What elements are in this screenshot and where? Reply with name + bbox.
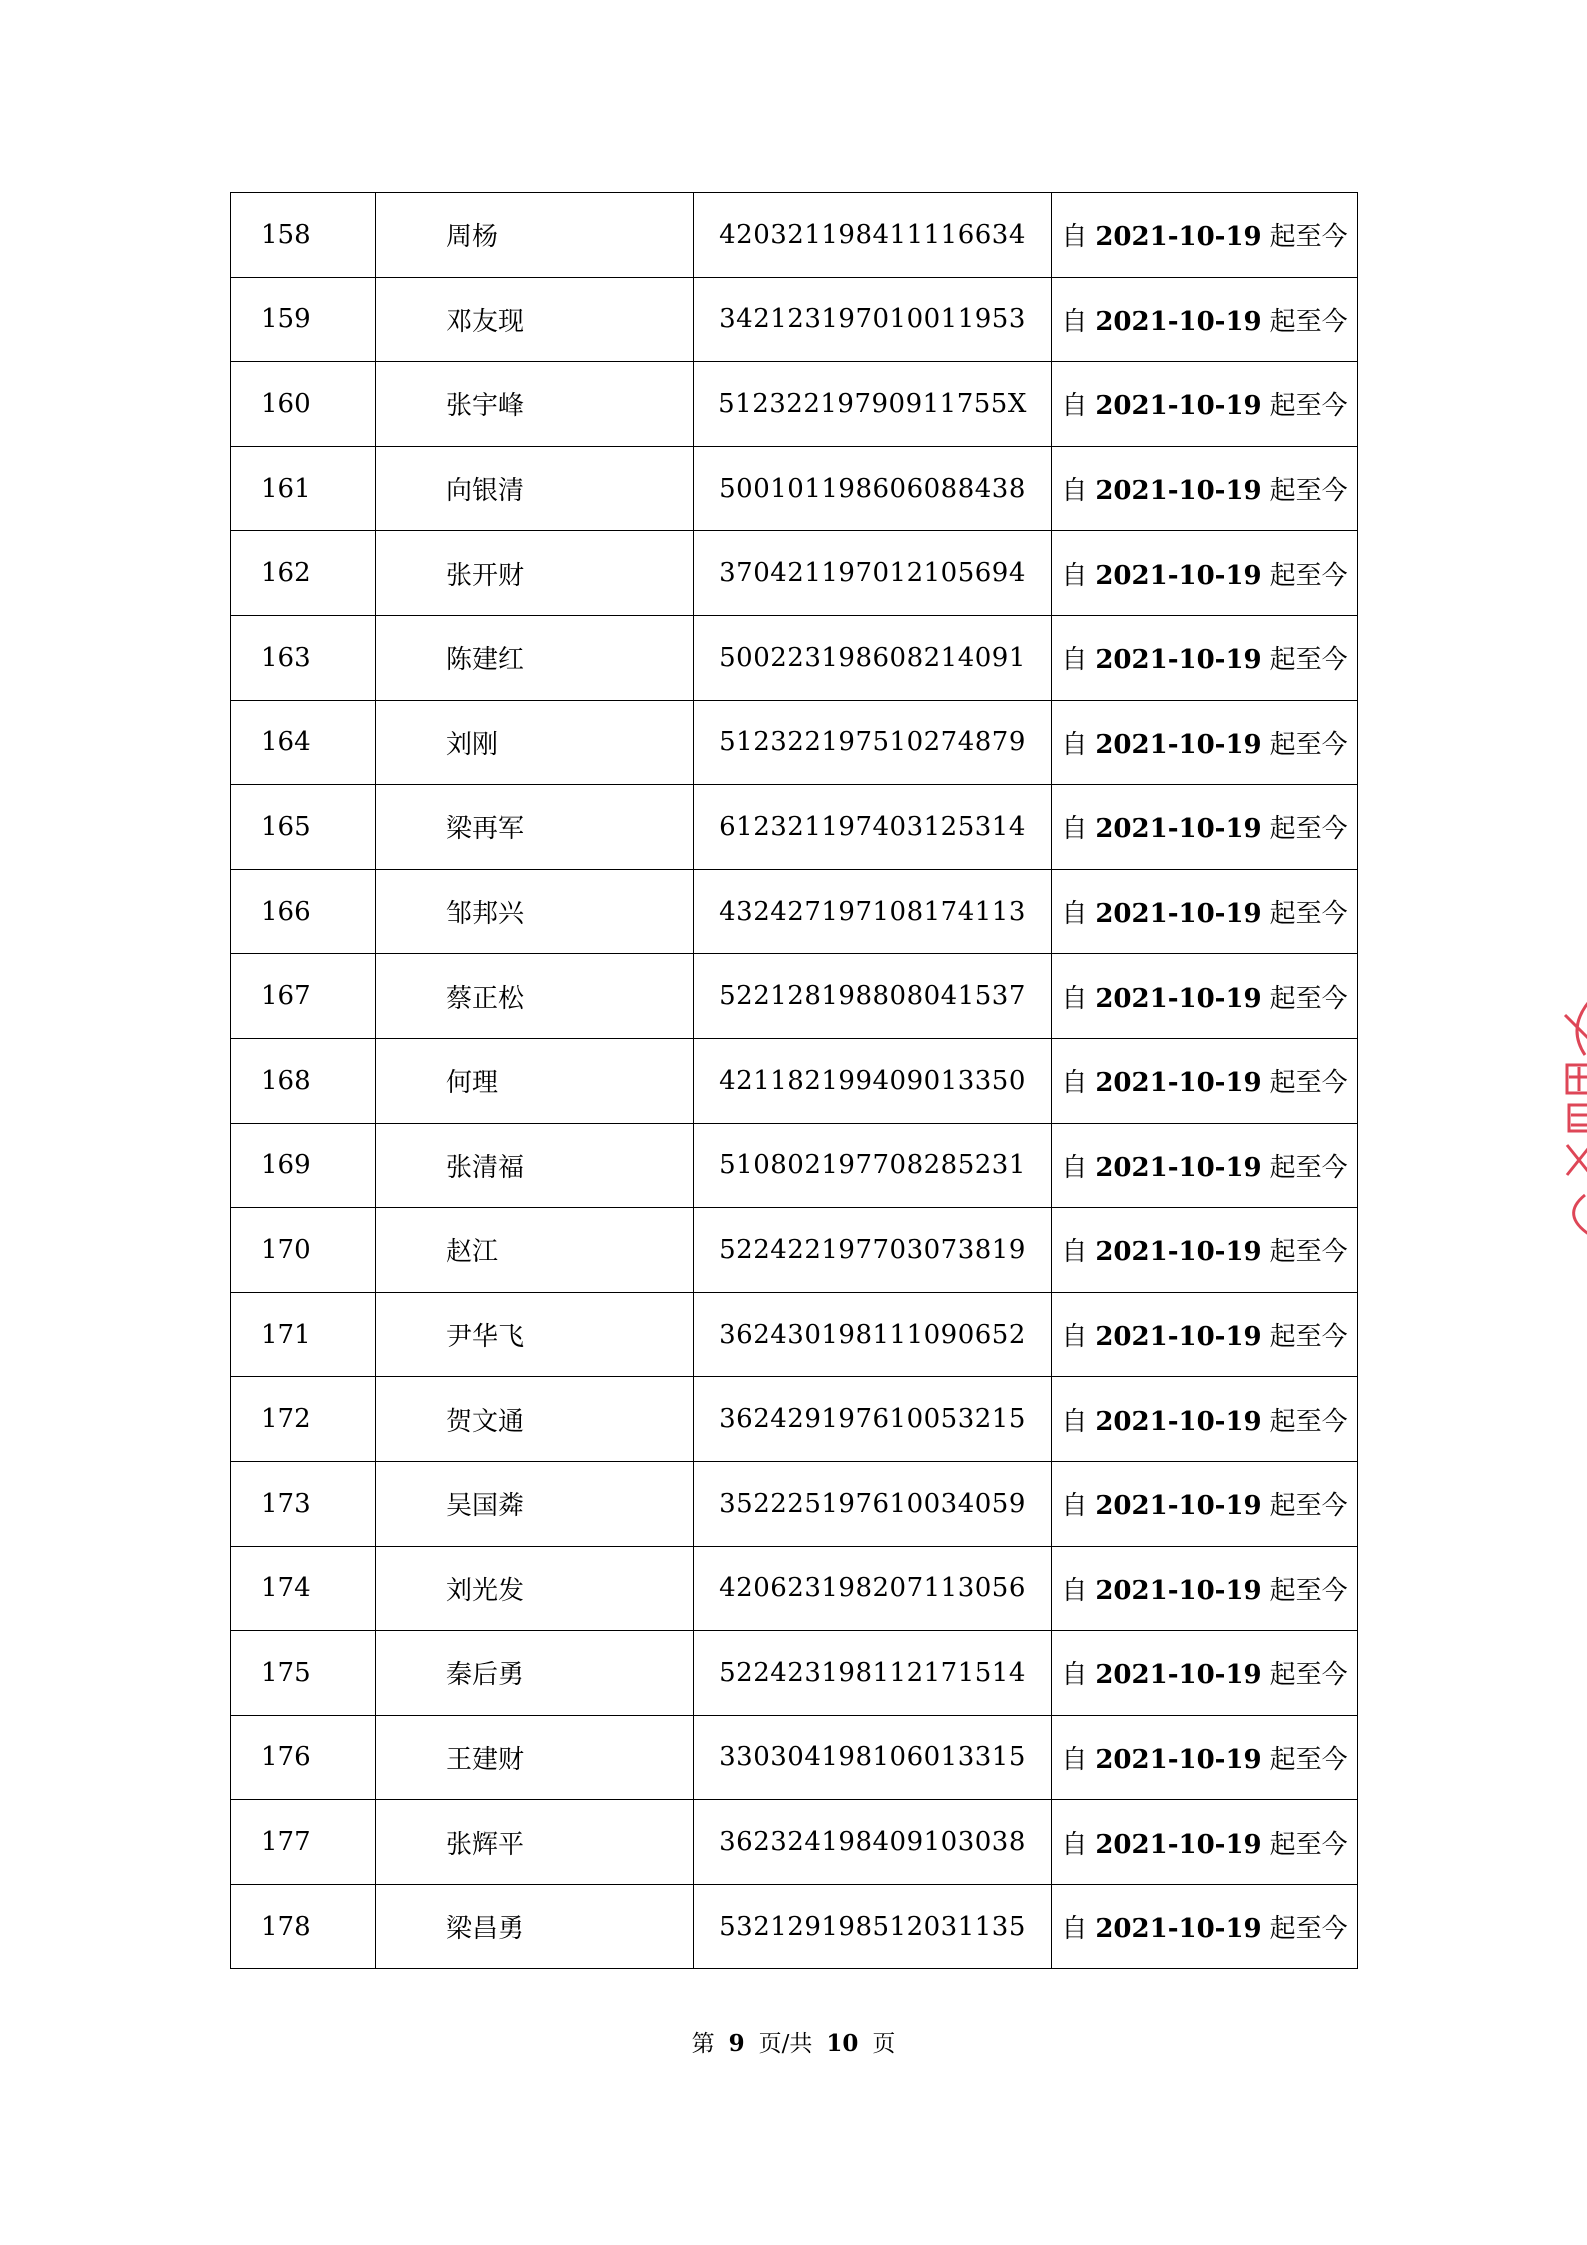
id-number: 512322197510274879	[694, 700, 1052, 785]
table-row	[231, 1208, 1358, 1293]
validity-prefix: 自	[1061, 306, 1088, 337]
validity-suffix: 起至今	[1269, 645, 1348, 676]
validity-period	[1052, 1377, 1358, 1462]
roster-table	[230, 192, 1358, 1969]
row-number: 169	[231, 1123, 376, 1208]
id-number: 500223198608214091	[694, 615, 1052, 700]
validity-suffix: 起至今	[1269, 560, 1348, 591]
validity-prefix: 自	[1061, 1575, 1088, 1606]
validity-prefix: 自	[1061, 1237, 1088, 1268]
row-number: 167	[231, 954, 376, 1039]
id-number: 612321197403125314	[694, 785, 1052, 870]
row-number: 173	[231, 1461, 376, 1546]
id-number: 51232219790911755X	[694, 362, 1052, 447]
validity-date: 2021-10-19	[1095, 1660, 1262, 1691]
validity-date: 2021-10-19	[1095, 729, 1262, 760]
table-row	[231, 446, 1358, 531]
table-row	[231, 1631, 1358, 1716]
table-row	[231, 1377, 1358, 1462]
validity-prefix: 自	[1061, 391, 1088, 422]
validity-date: 2021-10-19	[1095, 814, 1262, 845]
validity-suffix: 起至今	[1269, 1744, 1348, 1775]
person-name: 尹华飞	[376, 1292, 694, 1377]
total-page-number: 10	[826, 2030, 859, 2057]
validity-date: 2021-10-19	[1095, 899, 1262, 930]
validity-date: 2021-10-19	[1095, 1829, 1262, 1860]
row-number: 166	[231, 869, 376, 954]
person-name: 陈建红	[376, 615, 694, 700]
validity-prefix: 自	[1061, 729, 1088, 760]
validity-period	[1052, 1208, 1358, 1293]
table-row	[231, 785, 1358, 870]
row-number: 174	[231, 1546, 376, 1631]
id-number: 510802197708285231	[694, 1123, 1052, 1208]
row-number: 161	[231, 446, 376, 531]
id-number: 532129198512031135	[694, 1884, 1052, 1969]
validity-date: 2021-10-19	[1095, 645, 1262, 676]
validity-period	[1052, 1461, 1358, 1546]
validity-suffix: 起至今	[1269, 391, 1348, 422]
validity-prefix: 自	[1061, 1406, 1088, 1437]
row-number: 160	[231, 362, 376, 447]
person-name: 蔡正松	[376, 954, 694, 1039]
validity-suffix: 起至今	[1269, 1660, 1348, 1691]
person-name: 赵江	[376, 1208, 694, 1293]
validity-prefix: 自	[1061, 1152, 1088, 1183]
current-page-number: 9	[728, 2030, 745, 2057]
person-name: 张开财	[376, 531, 694, 616]
validity-prefix: 自	[1061, 1914, 1088, 1945]
validity-date: 2021-10-19	[1095, 306, 1262, 337]
validity-prefix: 自	[1061, 476, 1088, 507]
validity-period	[1052, 700, 1358, 785]
validity-date: 2021-10-19	[1095, 1152, 1262, 1183]
validity-suffix: 起至今	[1269, 222, 1348, 253]
validity-prefix: 自	[1061, 1744, 1088, 1775]
page-footer	[0, 2025, 1587, 2058]
validity-suffix: 起至今	[1269, 1152, 1348, 1183]
id-number: 420623198207113056	[694, 1546, 1052, 1631]
row-number: 171	[231, 1292, 376, 1377]
validity-period	[1052, 446, 1358, 531]
row-number: 165	[231, 785, 376, 870]
validity-date: 2021-10-19	[1095, 983, 1262, 1014]
validity-period	[1052, 785, 1358, 870]
validity-suffix: 起至今	[1269, 1914, 1348, 1945]
table-row	[231, 1123, 1358, 1208]
validity-prefix: 自	[1061, 1322, 1088, 1353]
row-number: 159	[231, 277, 376, 362]
row-number: 158	[231, 193, 376, 278]
validity-suffix: 起至今	[1269, 1829, 1348, 1860]
footer-middle: 页/共	[758, 2031, 813, 2057]
validity-period	[1052, 1884, 1358, 1969]
validity-date: 2021-10-19	[1095, 1406, 1262, 1437]
row-number: 176	[231, 1715, 376, 1800]
validity-date: 2021-10-19	[1095, 560, 1262, 591]
person-name: 梁昌勇	[376, 1884, 694, 1969]
person-name: 刘刚	[376, 700, 694, 785]
table-row	[231, 1715, 1358, 1800]
person-name: 向银清	[376, 446, 694, 531]
table-row	[231, 615, 1358, 700]
table-row	[231, 1546, 1358, 1631]
person-name: 张清福	[376, 1123, 694, 1208]
person-name: 秦后勇	[376, 1631, 694, 1716]
validity-period	[1052, 954, 1358, 1039]
person-name: 张辉平	[376, 1800, 694, 1885]
validity-period	[1052, 1715, 1358, 1800]
validity-suffix: 起至今	[1269, 476, 1348, 507]
row-number: 172	[231, 1377, 376, 1462]
validity-period	[1052, 531, 1358, 616]
validity-prefix: 自	[1061, 222, 1088, 253]
table-row	[231, 193, 1358, 278]
validity-prefix: 自	[1061, 1660, 1088, 1691]
id-number: 500101198606088438	[694, 446, 1052, 531]
validity-period	[1052, 1800, 1358, 1885]
row-number: 168	[231, 1038, 376, 1123]
person-name: 吴国粦	[376, 1461, 694, 1546]
validity-period	[1052, 1546, 1358, 1631]
table-row	[231, 362, 1358, 447]
validity-prefix: 自	[1061, 983, 1088, 1014]
table-row	[231, 277, 1358, 362]
table-row	[231, 869, 1358, 954]
validity-suffix: 起至今	[1269, 814, 1348, 845]
validity-date: 2021-10-19	[1095, 1575, 1262, 1606]
row-number: 170	[231, 1208, 376, 1293]
validity-period	[1052, 869, 1358, 954]
validity-date: 2021-10-19	[1095, 1322, 1262, 1353]
id-number: 370421197012105694	[694, 531, 1052, 616]
table-row	[231, 954, 1358, 1039]
validity-date: 2021-10-19	[1095, 222, 1262, 253]
red-seal-stamp-edge	[1555, 985, 1587, 1245]
footer-suffix: 页	[872, 2031, 896, 2057]
validity-suffix: 起至今	[1269, 306, 1348, 337]
person-name: 王建财	[376, 1715, 694, 1800]
table-row	[231, 1800, 1358, 1885]
validity-period	[1052, 193, 1358, 278]
row-number: 177	[231, 1800, 376, 1885]
validity-date: 2021-10-19	[1095, 391, 1262, 422]
person-name: 刘光发	[376, 1546, 694, 1631]
table-row	[231, 1461, 1358, 1546]
validity-suffix: 起至今	[1269, 899, 1348, 930]
validity-date: 2021-10-19	[1095, 1068, 1262, 1099]
person-name: 梁再军	[376, 785, 694, 870]
validity-suffix: 起至今	[1269, 1068, 1348, 1099]
validity-date: 2021-10-19	[1095, 476, 1262, 507]
validity-prefix: 自	[1061, 560, 1088, 591]
person-name: 周杨	[376, 193, 694, 278]
table-row	[231, 1038, 1358, 1123]
person-name: 张宇峰	[376, 362, 694, 447]
validity-prefix: 自	[1061, 645, 1088, 676]
person-name: 邓友现	[376, 277, 694, 362]
footer-prefix: 第	[691, 2031, 715, 2057]
validity-period	[1052, 1631, 1358, 1716]
validity-suffix: 起至今	[1269, 1406, 1348, 1437]
validity-prefix: 自	[1061, 1491, 1088, 1522]
validity-suffix: 起至今	[1269, 1575, 1348, 1606]
validity-period	[1052, 362, 1358, 447]
row-number: 163	[231, 615, 376, 700]
validity-period	[1052, 1038, 1358, 1123]
id-number: 420321198411116634	[694, 193, 1052, 278]
validity-date: 2021-10-19	[1095, 1491, 1262, 1522]
id-number: 432427197108174113	[694, 869, 1052, 954]
validity-suffix: 起至今	[1269, 729, 1348, 760]
id-number: 522423198112171514	[694, 1631, 1052, 1716]
validity-period	[1052, 1292, 1358, 1377]
id-number: 522128198808041537	[694, 954, 1052, 1039]
person-name: 邹邦兴	[376, 869, 694, 954]
person-name: 何理	[376, 1038, 694, 1123]
id-number: 421182199409013350	[694, 1038, 1052, 1123]
validity-suffix: 起至今	[1269, 1491, 1348, 1522]
id-number: 362429197610053215	[694, 1377, 1052, 1462]
person-name: 贺文通	[376, 1377, 694, 1462]
validity-prefix: 自	[1061, 814, 1088, 845]
validity-period	[1052, 615, 1358, 700]
row-number: 175	[231, 1631, 376, 1716]
row-number: 178	[231, 1884, 376, 1969]
validity-date: 2021-10-19	[1095, 1914, 1262, 1945]
table-row	[231, 531, 1358, 616]
validity-suffix: 起至今	[1269, 1322, 1348, 1353]
table-row	[231, 700, 1358, 785]
validity-suffix: 起至今	[1269, 1237, 1348, 1268]
roster-body	[231, 193, 1358, 1969]
validity-period	[1052, 1123, 1358, 1208]
id-number: 362430198111090652	[694, 1292, 1052, 1377]
row-number: 162	[231, 531, 376, 616]
validity-suffix: 起至今	[1269, 983, 1348, 1014]
validity-period	[1052, 277, 1358, 362]
table-row	[231, 1292, 1358, 1377]
id-number: 342123197010011953	[694, 277, 1052, 362]
id-number: 362324198409103038	[694, 1800, 1052, 1885]
validity-prefix: 自	[1061, 1829, 1088, 1860]
id-number: 522422197703073819	[694, 1208, 1052, 1293]
table-row	[231, 1884, 1358, 1969]
id-number: 330304198106013315	[694, 1715, 1052, 1800]
validity-date: 2021-10-19	[1095, 1744, 1262, 1775]
validity-date: 2021-10-19	[1095, 1237, 1262, 1268]
id-number: 352225197610034059	[694, 1461, 1052, 1546]
row-number: 164	[231, 700, 376, 785]
validity-prefix: 自	[1061, 899, 1088, 930]
validity-prefix: 自	[1061, 1068, 1088, 1099]
